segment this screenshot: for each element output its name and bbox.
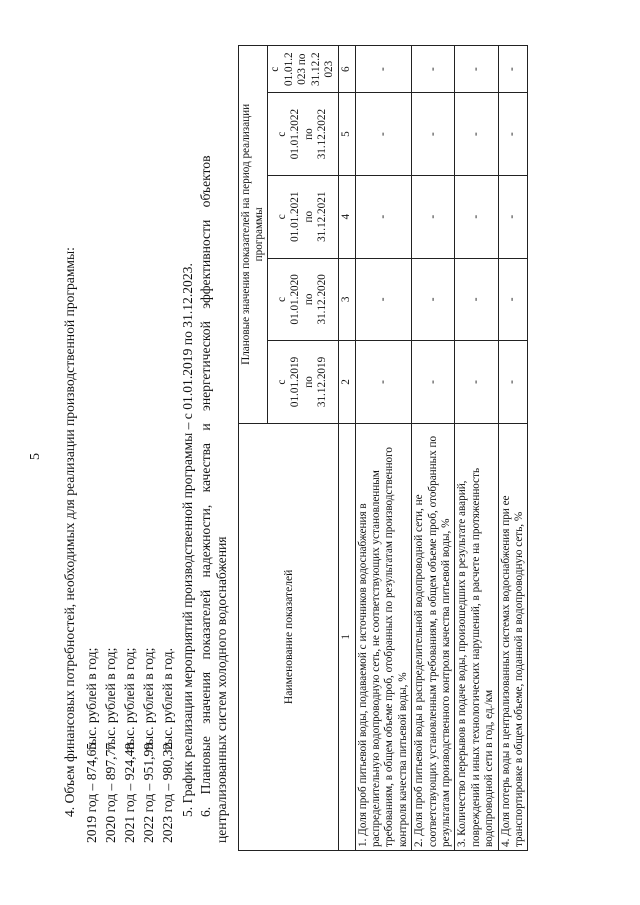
indicator-name: 3. Количество перерывов в подаче воды, произошедших в результате аварий, повреждений и иных технологических нарушений, в расчете на протяженность водопроводной сети в год, ед./км [455,423,498,850]
period-line: по [302,128,315,140]
indicator-value: - [498,175,528,258]
table-row [412,46,455,851]
indicator-name: 2. Доля проб питьевой воды в распределительной водопроводной сети, не соответствующих установленным требованиям, в общем объеме проб, отобранных по результатам производственного контроля качества питьевой воды, % [412,423,455,850]
indicator-value: - [412,341,455,424]
indicator-value: - [498,341,528,424]
period-line: по [302,210,315,223]
indicator-value: - [355,258,412,341]
finance-year-amount: 2019 год – 874,65 [84,742,99,843]
period-line: 01.01.2019 [289,356,302,408]
finance-unit: тыс. рублей в год. [160,648,175,751]
column-index: 2 [338,341,355,424]
period-line: 31.12.2019 [316,356,329,408]
finance-line [122,648,138,843]
period-line: 31.12.2021 [316,191,329,242]
period-header [268,175,339,258]
period-line: с [275,214,288,220]
indicator-value: - [412,46,455,93]
column-index: 4 [338,175,355,258]
finance-year-amount: 2020 год – 897,77 [103,742,118,843]
period-header [268,341,339,424]
period-line: 31.12.2022 [316,108,329,160]
finance-year-amount: 2023 год – 980,32 [160,742,175,843]
finance-year-amount: 2022 год – 951,99 [141,742,156,843]
period-line: с [269,66,281,72]
section-6-text-line1: 6. Плановые значения показателей надежности, качества и энергетической эффективности объектов [198,155,213,817]
finance-unit: тыс. рублей в год; [122,647,137,751]
column-index: 1 [338,423,355,850]
indicator-value: - [355,341,412,424]
column-header-plan [239,46,268,424]
indicator-name: 4. Доля потерь воды в централизованных системах водоснабжения при ее транспортировке в общем объеме, поданной в водопроводную сеть, % [498,423,528,850]
indicators-table [238,45,528,851]
indicator-value: - [412,175,455,258]
table-row [355,46,412,851]
finance-unit: тыс. рублей в год; [141,647,156,751]
period-header-last [268,46,339,93]
section-5-text: 5. График реализации мероприятий производственной программы – с 01.01.2019 по 31.12.2023. [180,263,195,817]
finance-line [103,648,119,843]
period-line: 01.01.2 [282,52,295,86]
indicator-value: - [412,258,455,341]
period-line: 01.01.2021 [289,191,302,242]
section-6-text-line2: централизованных систем холодного водоснабжения [214,536,229,843]
table-header-row [239,46,268,851]
finance-line [84,648,100,843]
indicator-value: - [498,46,528,93]
period-line: 01.01.2022 [289,108,302,160]
finance-unit: тыс. рублей в год; [84,647,99,751]
plan-header-line2: программы [253,207,265,262]
period-line: с [275,296,288,302]
period-line: с [275,131,288,137]
table-row [498,46,528,851]
period-line: с [275,379,288,385]
column-index: 3 [338,258,355,341]
section-4-heading: 4. Объем финансовых потребностей, необходимых для реализации производственной программы: [62,247,77,817]
period-line: 31.12.2020 [316,274,329,325]
finance-line [141,648,157,843]
indicator-value: - [455,258,498,341]
period-line: 31.12.2 [309,52,322,86]
finance-line [160,648,176,843]
period-line: по [302,376,315,388]
column-index-row [338,46,355,851]
period-line: 023 [323,60,335,78]
finance-unit: тыс. рублей в год; [103,647,118,751]
indicator-value: - [355,175,412,258]
period-header [268,258,339,341]
indicator-value: - [355,93,412,176]
plan-header-line1: Плановые значения показателей на период реализации [240,103,252,365]
column-index: 6 [338,46,355,93]
finance-year-amount: 2021 год – 924,48 [122,742,137,843]
period-line: 01.01.2020 [289,274,302,325]
indicator-value: - [455,46,498,93]
indicator-value: - [455,93,498,176]
indicator-value: - [498,258,528,341]
column-index: 5 [338,93,355,176]
indicator-value: - [455,341,498,424]
indicator-value: - [455,175,498,258]
indicator-value: - [498,93,528,176]
indicator-name: 1. Доля проб питьевой воды, подаваемой с источников водоснабжения в распределительную водопроводную сеть, не соответствующих установленным требованиям, в общем объеме проб, отобранных по результатам производственного контроля качества питьевой воды, % [355,423,412,850]
column-header-name: Наименование показателей [239,423,339,850]
page-number: 5 [28,453,43,460]
indicator-value: - [355,46,412,93]
indicator-value: - [412,93,455,176]
period-line: по [302,293,315,306]
table-row [455,46,498,851]
period-header [268,93,339,176]
period-line: 023 по [296,53,308,85]
